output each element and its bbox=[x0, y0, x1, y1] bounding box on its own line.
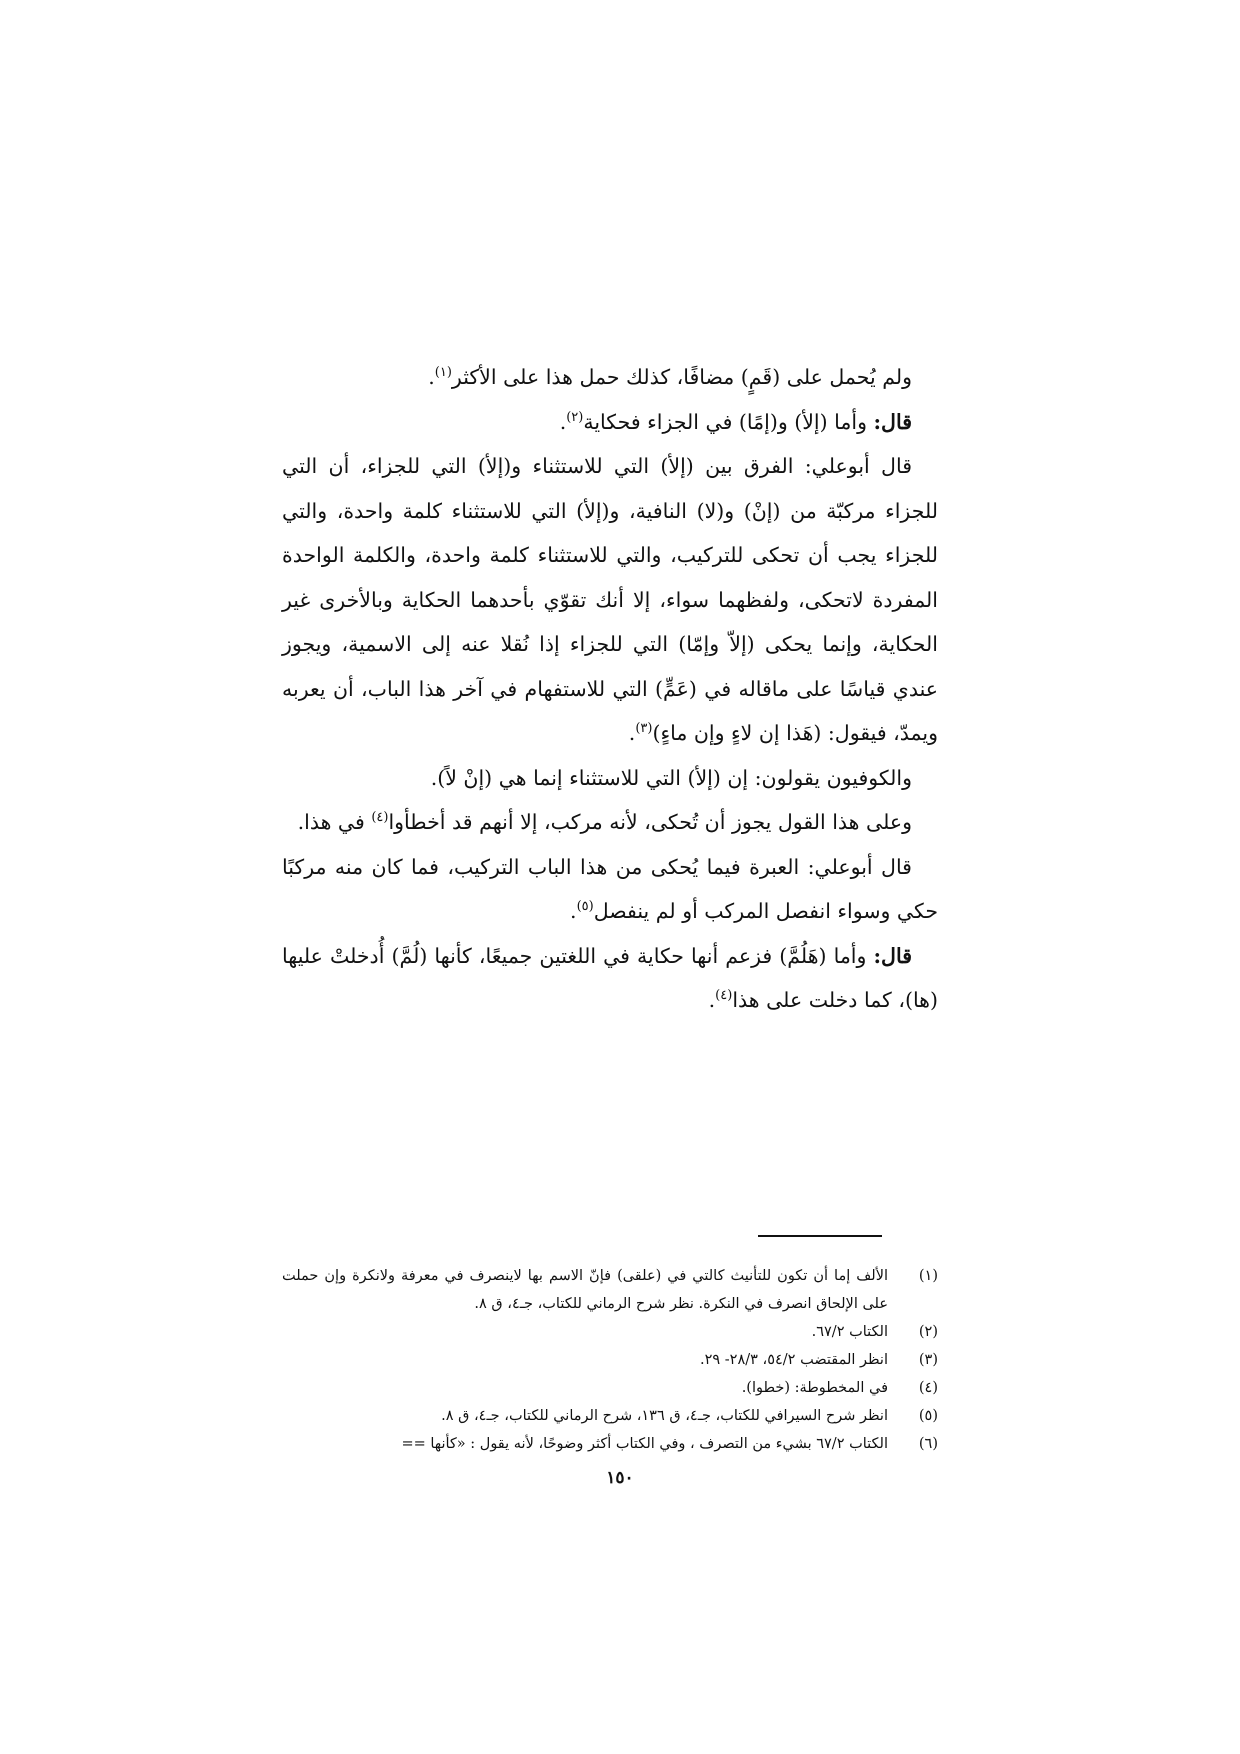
footnotes-list bbox=[282, 1262, 938, 1458]
paragraph-4: والكوفيون يقولون: إن (إلأ) التي للاستثناء إنما هي (إنْ لاً). bbox=[430, 765, 912, 790]
paragraph-6: قال أبوعلي: العبرة فيما يُحكى من هذا الباب التركيب، فما كان منه مركبًا حكي وسواء انفصل المركب أو لم ينفصل$^{(٥)}$. bbox=[282, 854, 938, 923]
footnote-item bbox=[282, 1346, 938, 1374]
page-number: ١٥٠ bbox=[606, 1468, 634, 1488]
paragraph-7: قال: وأما (هَلُمَّ) فزعم أنها حكاية في اللغتين جميعًا، كأنها (لُمَّ) أُدخلتْ عليها (ها)، كما دخلت على هذا$^{(٤)}$. bbox=[282, 943, 938, 1012]
footnote-text: الألف إما أن تكون للتأنيث كالتي في (علقى) فإنّ الاسم بها لاينصرف في معرفة ولانكرة وإن حملت على الإلحاق انصرف في النكرة. نظر شرح الرماني للكتاب، جـ٤، ق ٨. bbox=[282, 1268, 888, 1312]
footnote-text: في المخطوطة: (خطوا). bbox=[741, 1380, 888, 1396]
paragraph-3: قال أبوعلي: الفرق بين (إلأ) التي للاستثناء و(إلأ) التي للجزاء، أن التي للجزاء مركبّة من (إنْ) و(لا) النافية، و(إلأ) التي للاستثناء كلمة واحدة، والتي للجزاء يجب أن تحكى للتركيب، والتي للاستثناء كلمة واحدة، والكلمة الواحدة المفردة لاتحكى، ولفظهما سواء، إلا أنك تقوّي بأحدهما الحكاية وبالأخرى غير الحكاية، وإنما يحكى (إلاّ وإمّا) التي للجزاء إذا نُقلا عنه إلى الاسمية، ويجوز عندي قياسًا على ماقاله في (عَمٍّ) التي للاستفهام في آخر هذا الباب، أن يعربه ويمدّ، فيقول: (هَذا إن لاءٍ وإن ماءٍ)$^{(٣)}$. bbox=[282, 454, 938, 745]
footnote-number: (١) bbox=[918, 1268, 938, 1284]
footnote-ref-5[interactable]: (٥) bbox=[576, 899, 594, 915]
qal-label: قال: bbox=[873, 943, 912, 968]
footnote-ref-3[interactable]: (٣) bbox=[635, 721, 653, 737]
footnote-item bbox=[282, 1374, 938, 1402]
footnote-ref-4[interactable]: (٤) bbox=[371, 810, 389, 826]
footnote-text: انظر المقتضب ٥٤/٢، ٢٨/٣- ٢٩. bbox=[699, 1352, 888, 1368]
footnote-number: (٦) bbox=[918, 1436, 938, 1452]
footnote-text: انظر شرح السيرافي للكتاب، جـ٤، ق ١٣٦، شرح الرماني للكتاب، جـ٤، ق ٨. bbox=[441, 1408, 888, 1424]
footnote-separator bbox=[758, 1235, 882, 1237]
paragraph-1: ولم يُحمل على (قَمٍ) مضافًا، كذلك حمل هذا على الأكثر$^{(١)}$. bbox=[428, 365, 912, 389]
paragraph-2: قال: وأما (إلأ) و(إمًا) في الجزاء فحكاية$^{(٢)}$. bbox=[559, 409, 912, 434]
footnote-ref-2[interactable]: (٢) bbox=[566, 409, 584, 425]
footnote-ref-6[interactable]: (٤) bbox=[715, 988, 733, 1004]
footnote-item bbox=[282, 1402, 938, 1430]
footnote-text: الكتاب ٦٧/٢. bbox=[811, 1324, 888, 1340]
paragraph-5: وعلى هذا القول يجوز أن تُحكى، لأنه مركب، إلا أنهم قد أخطأوا$^{(٤)}$ في هذا. bbox=[297, 810, 912, 834]
footnote-ref-1[interactable]: (١) bbox=[434, 365, 452, 381]
footnote-text: الكتاب ٦٧/٢ بشيء من التصرف ، وفي الكتاب أكثر وضوحًا، لأنه يقول : «كأنها == bbox=[401, 1436, 888, 1452]
footnote-number: (٢) bbox=[918, 1324, 938, 1340]
footnote-item bbox=[282, 1430, 938, 1458]
footnote-number: (٤) bbox=[918, 1380, 938, 1396]
main-text bbox=[282, 355, 938, 1023]
footnote-number: (٥) bbox=[918, 1408, 938, 1424]
footnote-item bbox=[282, 1262, 938, 1318]
footnote-number: (٣) bbox=[918, 1352, 938, 1368]
qal-label: قال: bbox=[873, 409, 912, 434]
footnote-item bbox=[282, 1318, 938, 1346]
